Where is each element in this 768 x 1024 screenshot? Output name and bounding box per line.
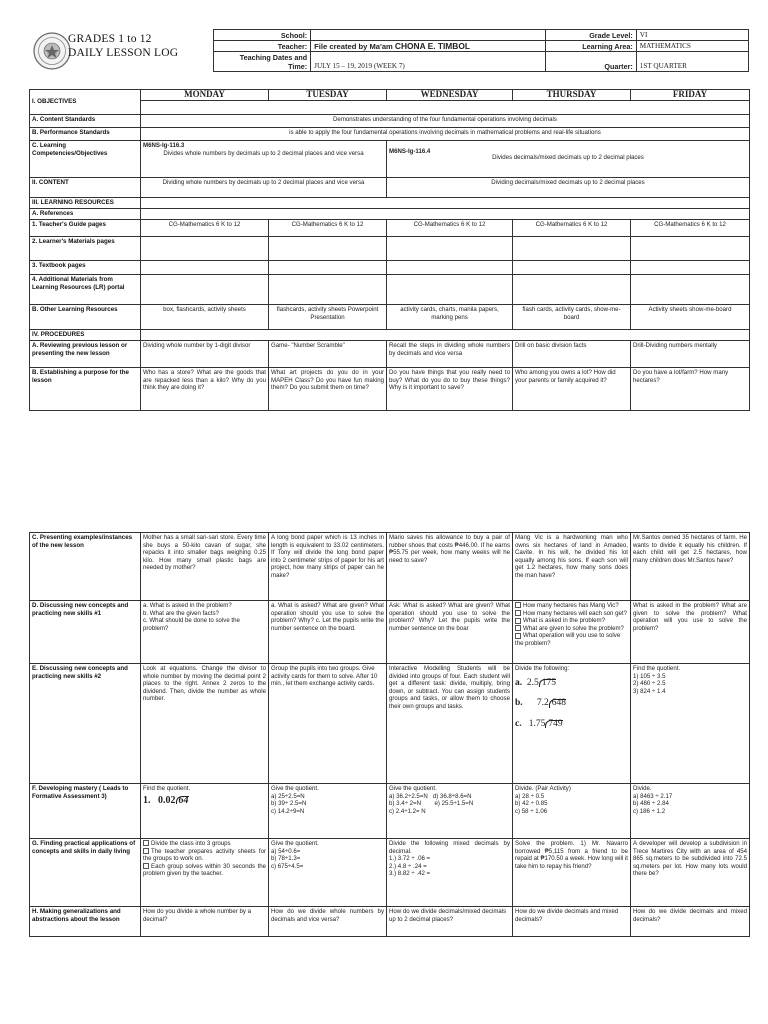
discuss1-wednesday: Ask: What is asked? What are given? What operation should you use to solve the problem? Why? Let the pupils write the number sentence on the boar	[387, 601, 513, 664]
mastery-thursday	[513, 784, 631, 839]
bullet-box-icon	[143, 848, 149, 854]
mastery-thu-intro: Divide. (Pair Activity)	[515, 785, 571, 792]
content-standards-text: Demonstrates understanding of the four fundamental operations involving decimals	[141, 115, 750, 128]
practical-mon-1-text: Divide the class into 3 groups	[151, 840, 231, 847]
lesson-log-table-bottom	[29, 532, 750, 937]
practical-mon-3	[143, 863, 266, 878]
purpose-thursday: Who among you owns a lot? How did your parents or family acquired it?	[513, 368, 631, 411]
generalization-tuesday: How do we divide whole numbers by decimals and vice versa?	[269, 907, 387, 937]
discuss1-thu-1-text: How many hectares has Mang Vic?	[523, 602, 619, 609]
purpose-label: B. Establishing a purpose for the lesson	[30, 368, 141, 411]
mastery-wed-2: b) 3.4÷ 2=N e) 25.5÷1.5=N	[389, 800, 474, 808]
mastery-tue-a: a) 25÷2.5=N	[271, 792, 305, 800]
practical-tue-intro: Give the quotient.	[271, 840, 319, 847]
am-friday	[631, 275, 750, 305]
tg-wednesday: CG-Mathematics 6 K to 12	[387, 220, 513, 237]
discuss2-thursday	[513, 664, 631, 784]
day-wednesday: WEDNESDAY	[387, 90, 513, 101]
discuss1-thu-2-text: How many hectares will each son get?	[523, 609, 627, 617]
procedures-label: IV. PROCEDURES	[30, 330, 141, 341]
practical-tuesday	[269, 839, 387, 907]
olr-monday: box, flashcards, activity sheets	[141, 305, 269, 330]
presenting-tuesday: A long bond paper which is 13 inches in length is equivalent to 33.02 centimeters. If Tony will divide the long bond paper into 2 centimeter strips of paper for his art project, how many strips of paper can he make?	[269, 533, 387, 601]
discuss1-thu-5	[515, 632, 628, 647]
mastery-friday	[631, 784, 750, 839]
division-a-letter: a.	[515, 677, 523, 688]
mastery-thu-c: c) 58 ÷ 1.06	[515, 807, 548, 815]
mastery-mon-dividend: 64	[176, 796, 189, 805]
content-standards-label: A. Content Standards	[30, 115, 141, 128]
learning-area-value: MATHEMATICS	[636, 41, 748, 52]
am-thursday	[513, 275, 631, 305]
review-friday: Drill-Dividing numbers mentally	[631, 341, 750, 368]
discuss1-thu-4	[515, 625, 628, 633]
mastery-label: F. Developing mastery ( Leads to Formative Assessment 3)	[30, 784, 141, 839]
learners-materials-label: 2. Learner's Materials pages	[30, 237, 141, 261]
teachers-guide-label: 1. Teacher's Guide pages	[30, 220, 141, 237]
grade-level-label: Grade Level:	[545, 30, 636, 41]
tg-monday: CG-Mathematics 6 K to 12	[141, 220, 269, 237]
tb-friday	[631, 261, 750, 275]
mastery-wed-intro: Give the quotient.	[389, 785, 437, 792]
division-c-letter: c.	[515, 718, 522, 729]
discuss2-wednesday: Interactive Modelling Students will be divided into groups of four. Each student will get a different task: divide, multiply, bring down, or subtract. You can assign students groups and tasks, or allow them to choose their own groups and tasks.	[387, 664, 513, 784]
tb-wednesday	[387, 261, 513, 275]
purpose-friday: Do you have a lot/farm? How many hectares?	[631, 368, 750, 411]
quarter-label: Quarter:	[545, 52, 636, 72]
procedures-cell	[141, 330, 750, 341]
mastery-thu-a: a) 28 ÷ 0.5	[515, 792, 545, 800]
division-c-dividend: 749	[545, 720, 562, 729]
mastery-tuesday	[269, 784, 387, 839]
olr-friday: Activity sheets show-me-board	[631, 305, 750, 330]
competency-2-code: M6NS-Ig-116.4	[389, 148, 431, 155]
teacher-label: Teacher:	[214, 41, 311, 52]
textbook-label: 3. Textbook pages	[30, 261, 141, 275]
deped-seal-icon	[32, 31, 72, 71]
discuss1-thu-1	[515, 602, 628, 610]
tb-thursday	[513, 261, 631, 275]
teacher-name: CHONA E. TIMBOL	[394, 40, 470, 51]
discuss2-fri-2: 2) 460 ÷ 2.5	[633, 680, 666, 688]
review-monday: Dividing whole number by 1-digit divisor	[141, 341, 269, 368]
division-b-letter: b.	[515, 698, 523, 709]
discuss1-mon-b: b. What are the given facts?	[143, 609, 219, 617]
division-problem-b	[515, 699, 628, 708]
presenting-wednesday: Mario saves his allowance to buy a pair of rubber shoes that costs ₱446.00. If he earns ₱55.75 per week, how many weeks will he need to save?	[387, 533, 513, 601]
bullet-box-icon	[515, 633, 521, 639]
practical-mon-3-text: Each group solves within 30 seconds the problem given by the teacher.	[143, 862, 266, 878]
discuss1-thursday	[513, 601, 631, 664]
mastery-thu-b: b) 42 ÷ 0.85	[515, 800, 548, 808]
learning-resources-label: III. LEARNING RESOURCES	[30, 198, 141, 209]
practical-tue-a: a) 54÷0.6=	[271, 847, 301, 855]
mastery-tue-intro: Give the quotient.	[271, 785, 319, 792]
mastery-tue-c: c) 14.2÷9=N	[271, 807, 305, 815]
competency-1-code: M6NS-Ig-116.3	[143, 142, 185, 149]
tb-tuesday	[269, 261, 387, 275]
performance-standards-text: is able to apply the four fundamental operations involving decimals in mathematical problems and real-life situations	[141, 128, 750, 141]
division-b-dividend: 648	[549, 699, 566, 708]
practical-thursday: Solve the problem. 1) Mr. Navarro borrowed ₱5,115 from a friend to be repaid at ₱170.50 a week. How long will it take him to repay his friend?	[513, 839, 631, 907]
teacher-prefix: File created by Ma'am	[314, 41, 395, 51]
practical-wednesday	[387, 839, 513, 907]
learning-resources-cell	[141, 198, 750, 209]
form-title-line1: GRADES 1 to 12	[68, 33, 152, 45]
purpose-monday: Who has a store? What are the goods that are repacked less than a kilo? Why do you think they are doing it?	[141, 368, 269, 411]
discuss1-thu-4-text: What are given to solve the problem?	[523, 624, 624, 632]
discuss1-thu-3-text: What is asked in the problem?	[523, 617, 605, 625]
school-label: School:	[214, 30, 311, 41]
generalization-wednesday: How do we divide decimals/mixed decimals up to 2 decimal places?	[387, 907, 513, 937]
presenting-monday: Mother has a small sari-sari store. Every time she buys a 50-kilo cavan of sugar, she repacks it into smaller bags weighing 0.25 kilo. How many small plastic bags are needed by mother?	[141, 533, 269, 601]
lm-wednesday	[387, 237, 513, 261]
discuss1-mon-c: c. What should be done to solve the problem?	[143, 617, 240, 632]
discuss1-thu-2	[515, 610, 628, 618]
bullet-box-icon	[515, 602, 521, 608]
quarter-value: 1ST QUARTER	[636, 52, 748, 72]
bullet-box-icon	[143, 840, 149, 846]
review-tuesday: Game- "Number Scramble"	[269, 341, 387, 368]
discuss2-tuesday: Group the pupils into two groups. Give activity cards for them to solve. After 10 min., let them exchange activity cards.	[269, 664, 387, 784]
tg-thursday: CG-Mathematics 6 K to 12	[513, 220, 631, 237]
presenting-label: C. Presenting examples/instances of the new lesson	[30, 533, 141, 601]
tb-monday	[141, 261, 269, 275]
content-1: Dividing whole numbers by decimals up to 2 decimal places and vice versa	[141, 178, 387, 198]
olr-wednesday: activity cards, charts, manila papers, marking pens	[387, 305, 513, 330]
generalization-thursday: How do we divide decimals and mixed decimals?	[513, 907, 631, 937]
discuss2-fri-intro: Find the quotient.	[633, 665, 681, 672]
discuss1-tuesday: a. What is asked? What are given? What operation should you use to solve the problem? Why? c. Let the pupils write the number sentence on the board.	[269, 601, 387, 664]
review-wednesday: Recall the steps in dividing whole numbers by decimals and vice versa	[387, 341, 513, 368]
competency-2	[387, 141, 750, 178]
practical-mon-2-text: The teacher prepares activity sheets for the groups to work on.	[143, 847, 266, 863]
practical-friday: A developer will develop a subdivision in Trece Martires City with an area of 454 865 sq.meters to be subdivided into 72.5 sq.meters per lot. How many lots would there be?	[631, 839, 750, 907]
bullet-box-icon	[143, 863, 149, 869]
practical-tue-b: b) 78÷1.3=	[271, 855, 301, 863]
discuss1-monday	[141, 601, 269, 664]
objectives-cell	[141, 101, 750, 115]
day-tuesday: TUESDAY	[269, 90, 387, 101]
dates-label	[214, 52, 311, 72]
mastery-mon-problem	[143, 796, 266, 805]
practical-wed-2: 2.) 4.8 ÷ .24 =	[389, 862, 427, 870]
discuss2-fri-1: 1) 105 ÷ 3.5	[633, 672, 666, 680]
other-resources-label: B. Other Learning Resources	[30, 305, 141, 330]
tg-friday: CG-Mathematics 6 K to 12	[631, 220, 750, 237]
division-a-dividend: 175	[539, 679, 556, 688]
page-header	[28, 29, 749, 75]
division-c-divisor: 1.75	[528, 718, 546, 729]
header-info-table	[213, 29, 749, 72]
discuss1-friday: What is asked in the problem? What are given to solve the problem? What operation will you use to solve the problem?	[631, 601, 750, 664]
day-friday: FRIDAY	[631, 90, 750, 101]
additional-materials-label: 4. Additional Materials from Learning Resources (LR) portal	[30, 275, 141, 305]
mastery-monday	[141, 784, 269, 839]
division-problem-c	[515, 720, 628, 729]
am-tuesday	[269, 275, 387, 305]
competency-1-text: Divides whole numbers by decimals up to 2 decimal places and vice versa	[163, 149, 364, 157]
content-2: Dividing decimals/mixed decimals up to 2 decimal places	[387, 178, 750, 198]
discuss1-thu-3	[515, 617, 628, 625]
olr-tuesday: flashcards, activity sheets Powerpoint Presentation	[269, 305, 387, 330]
day-monday: MONDAY	[141, 90, 269, 101]
mastery-wed-3: c) 2.4÷1.2= N	[389, 807, 426, 815]
mastery-fri-intro: Divide.	[633, 785, 652, 792]
discuss1-thu-5-text: What operation will you use to solve the problem?	[515, 632, 621, 647]
competency-1	[141, 141, 387, 178]
presenting-friday: Mr.Santos owned 35 hectares of farm. He wants to divide it equally his children. If each child will get 2.5 hectares, how many children does Mr.Santos have?	[631, 533, 750, 601]
mastery-mon-num: 1.	[143, 794, 151, 806]
purpose-tuesday: What art projects do you do in your MAPEH Class? Do you have fun making them? Do you submit them on time?	[269, 368, 387, 411]
discuss2-label: E. Discussing new concepts and practicing new skills #2	[30, 664, 141, 784]
lm-tuesday	[269, 237, 387, 261]
lm-thursday	[513, 237, 631, 261]
discuss2-thu-intro: Divide the following:	[515, 665, 570, 672]
division-problem-a	[515, 679, 628, 688]
am-monday	[141, 275, 269, 305]
practical-wed-intro: Divide the following mixed decimals by decimal.	[389, 840, 510, 855]
practical-tue-c: c) 675÷4.5=	[271, 862, 304, 870]
day-thursday: THURSDAY	[513, 90, 631, 101]
grade-level-value: VI	[636, 30, 748, 41]
dates-value: JULY 15 – 19, 2019 (WEEK 7)	[311, 52, 545, 72]
tg-tuesday: CG-Mathematics 6 K to 12	[269, 220, 387, 237]
review-thursday: Drill on basic division facts	[513, 341, 631, 368]
practical-mon-2	[143, 848, 266, 863]
discuss1-mon-a: a. What is asked in the problem?	[143, 602, 232, 609]
lesson-log-table-top	[29, 89, 750, 411]
division-a-divisor: 2.5	[526, 677, 539, 688]
mastery-wed-1: a) 36.2÷2.5=N d) 36.8÷8.6=N	[389, 792, 472, 800]
dates-label-line1: Teaching Dates and	[239, 52, 308, 62]
form-title-line2: DAILY LESSON LOG	[68, 47, 179, 59]
objectives-label: I. OBJECTIVES	[30, 90, 141, 115]
bullet-box-icon	[515, 618, 521, 624]
am-wednesday	[387, 275, 513, 305]
mastery-wednesday	[387, 784, 513, 839]
content-label: II. CONTENT	[30, 178, 141, 198]
generalization-friday: How do we divide decimals and mixed decimals?	[631, 907, 750, 937]
practical-mon-1	[143, 840, 266, 848]
bullet-box-icon	[515, 610, 521, 616]
references-cell	[141, 209, 750, 220]
olr-thursday: flash cards, activity cards, show-me-board	[513, 305, 631, 330]
discuss2-monday: Look at equations. Change the divisor to whole number by moving the decimal point 2 places to the right. Annex 2 zeros to the dividend. Then, divide the number as whole number.	[141, 664, 269, 784]
review-label: A. Reviewing previous lesson or presenting the new lesson	[30, 341, 141, 368]
lm-friday	[631, 237, 750, 261]
purpose-wednesday: Do you have things that you really need to buy? What do you do to buy these things? Why is it important to save?	[387, 368, 513, 411]
mastery-mon-divisor: 0.02	[158, 794, 176, 806]
generalization-label: H. Making generalizations and abstractions about the lesson	[30, 907, 141, 937]
practical-wed-3: 3.) 8.82 ÷ .42 =	[389, 870, 431, 878]
school-value	[311, 30, 545, 41]
division-b-divisor: 7.2	[536, 698, 549, 709]
generalization-monday: How do you divide a whole number by a decimal?	[141, 907, 269, 937]
mastery-tue-b: b) 39÷ 2.5=N	[271, 800, 307, 808]
discuss1-label: D. Discussing new concepts and practicing new skills #1	[30, 601, 141, 664]
competency-2-text: Divides decimals/mixed decimals up to 2 decimal places	[492, 153, 644, 161]
bullet-box-icon	[515, 625, 521, 631]
teacher-value	[311, 41, 545, 52]
discuss2-friday	[631, 664, 750, 784]
performance-standards-label: B. Performance Standards	[30, 128, 141, 141]
dates-label-line2: Time:	[288, 61, 308, 71]
practical-label: G. Finding practical applications of concepts and skills in daily living	[30, 839, 141, 907]
lm-monday	[141, 237, 269, 261]
competencies-label: C. Learning Competencies/Objectives	[30, 141, 141, 178]
practical-wed-1: 1.) 3.72 ÷ .06 =	[389, 855, 431, 863]
practical-monday	[141, 839, 269, 907]
mastery-fri-a: a) 8463 ÷ 2.17	[633, 792, 673, 800]
mastery-fri-c: c) 186 ÷ 1.2	[633, 807, 666, 815]
discuss2-fri-3: 3) 824 ÷ 1.4	[633, 687, 666, 695]
mastery-fri-b: b) 486 ÷ 2.84	[633, 800, 669, 808]
mastery-mon-intro: Find the quotient.	[143, 785, 191, 792]
references-label: A. References	[30, 209, 141, 220]
presenting-thursday: Mang Vic is a hardworking man who owns six hectares of land in Amadeo, Cavite. In his will, he divided his lot equally among his sons. If each son will get 1.2 hectares, how many sons does the man have?	[513, 533, 631, 601]
learning-area-label: Learning Area:	[545, 41, 636, 52]
